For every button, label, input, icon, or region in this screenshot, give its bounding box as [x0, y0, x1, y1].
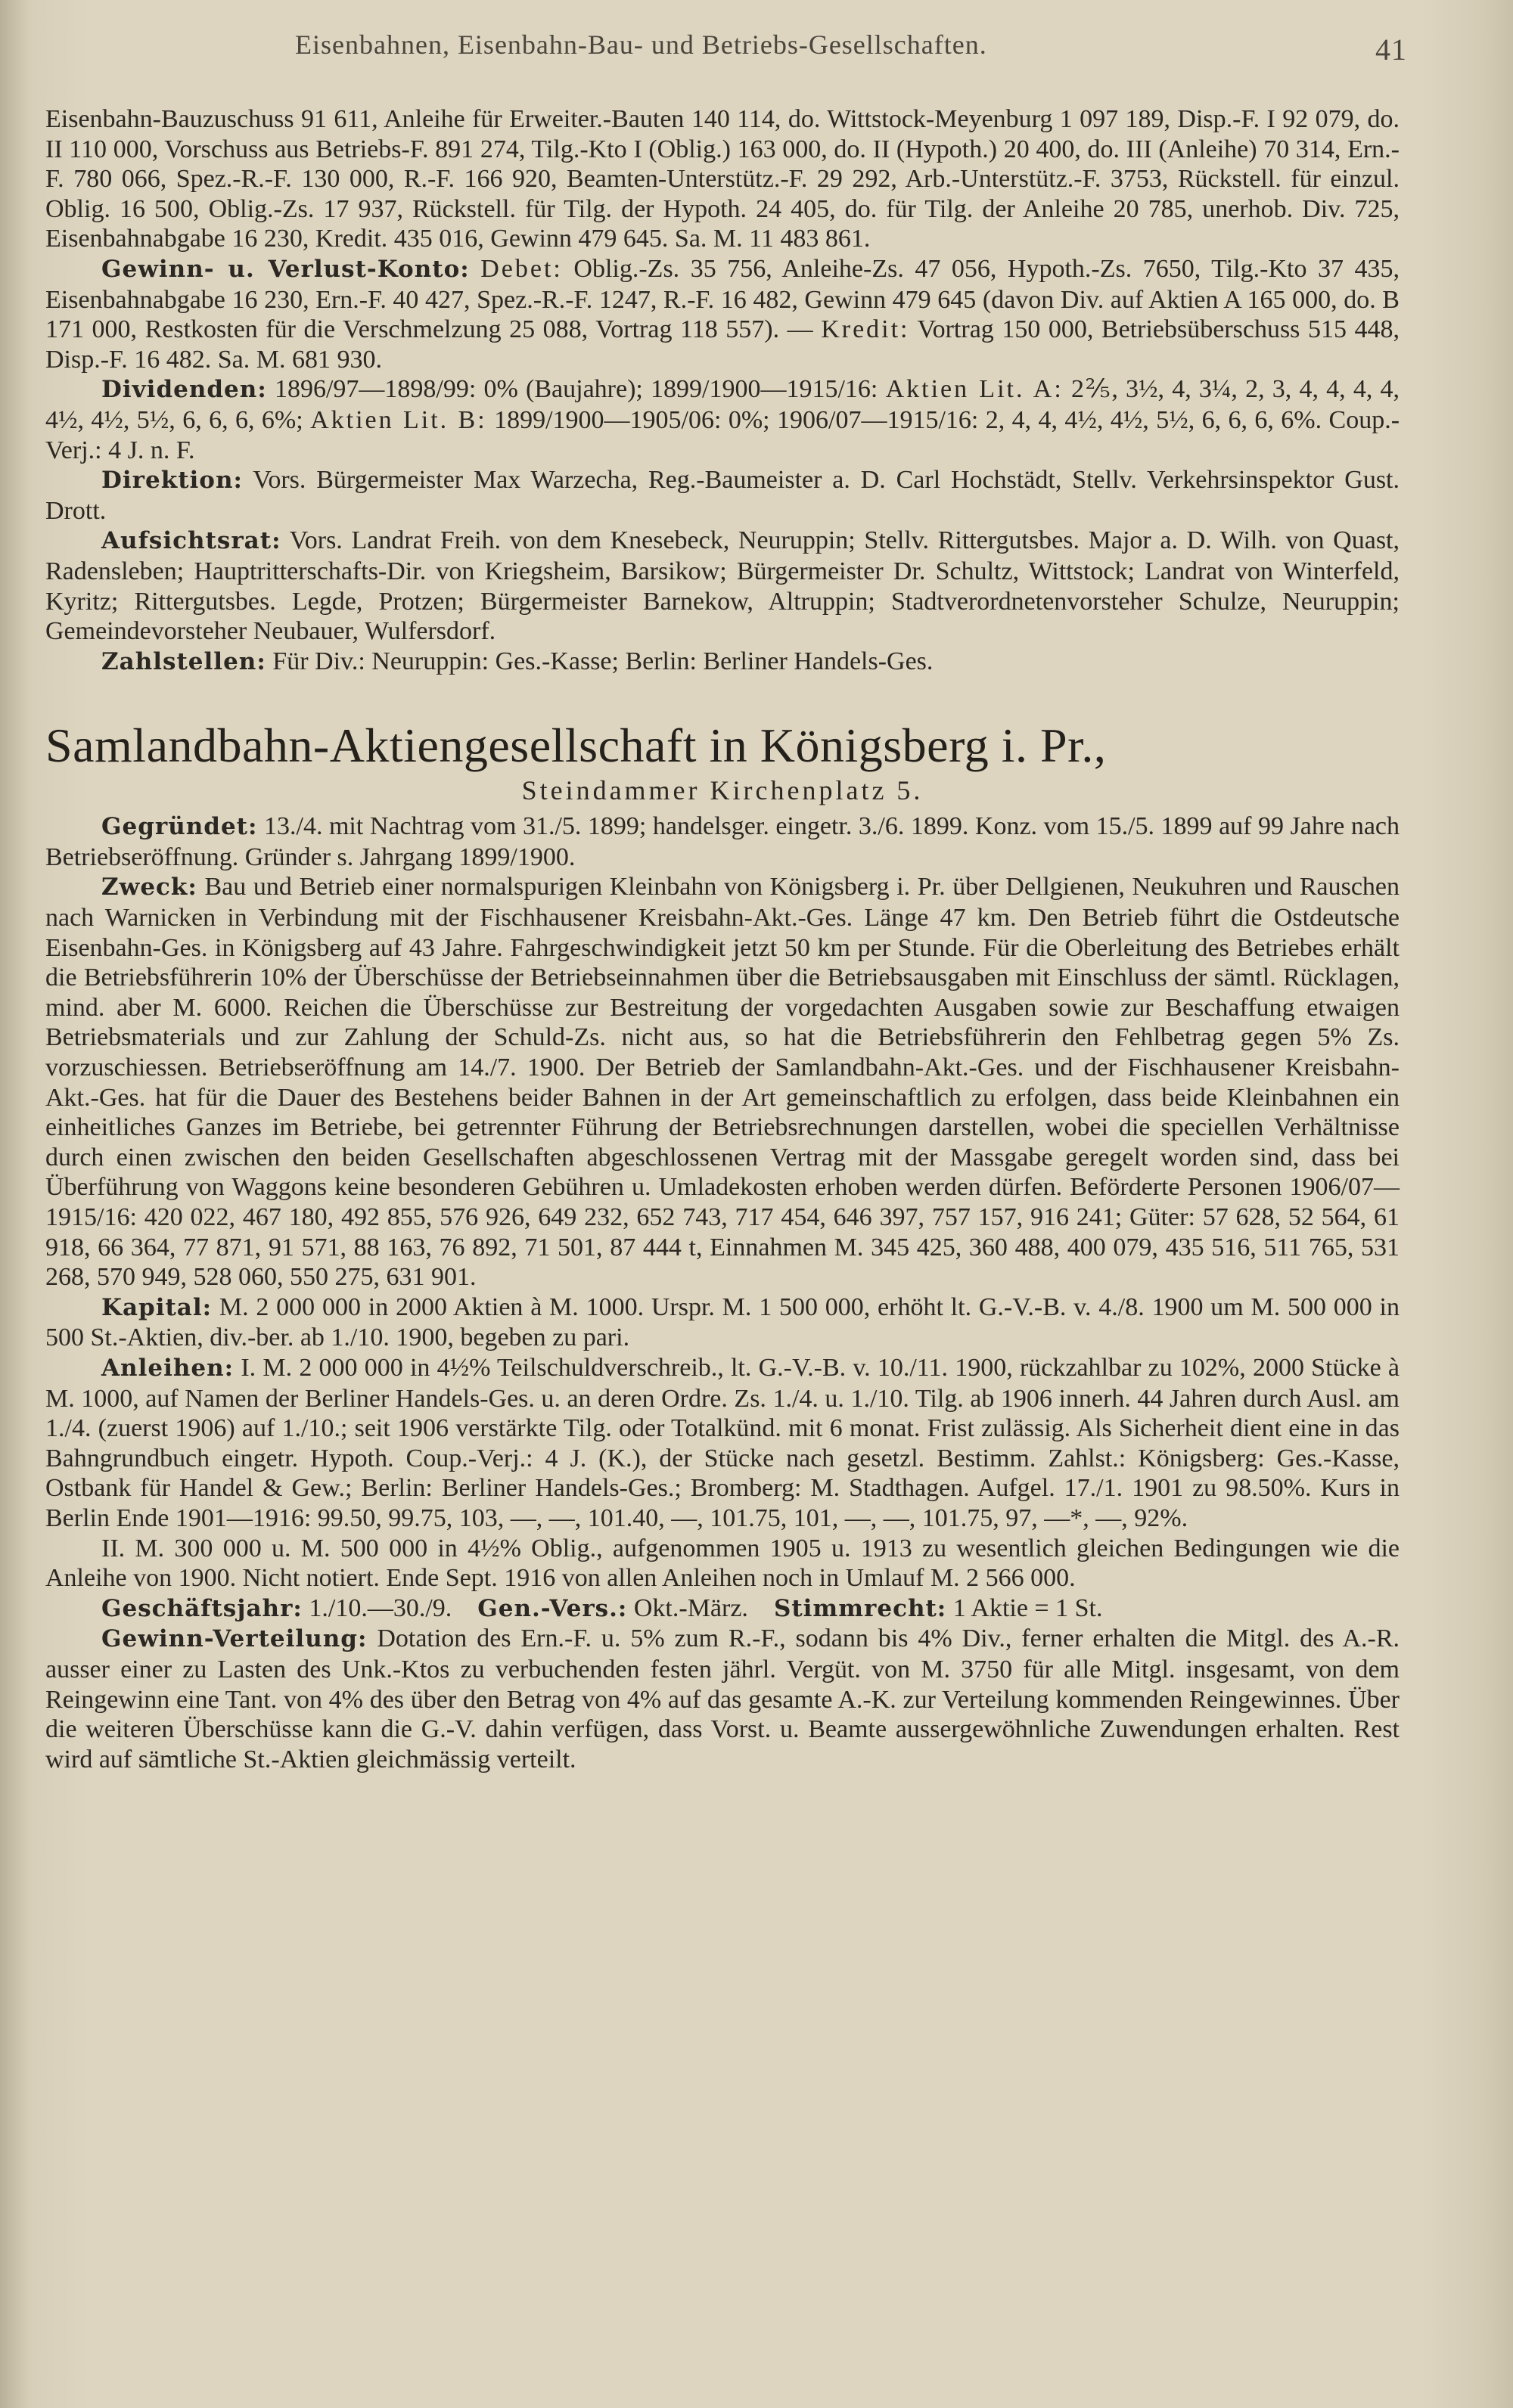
- dividends-text-2: 2⅖, 3½, 4, 3¼, 2, 3, 4, 4, 4, 4, 4½, 4½, 5½, 6, 6, 6, 6%;: [45, 375, 1400, 434]
- header-title: Eisenbahnen, Eisenbahn-Bau- und Betriebs-Gesellschaften.: [295, 29, 987, 60]
- gen-vers-text: Okt.-März.: [633, 1593, 748, 1622]
- zweck-label: Zweck:: [101, 874, 197, 901]
- debet-text: Oblig.-Zs. 35 756, Anleihe-Zs. 47 056, Hypoth.-Zs. 7650, Tilg.-Kto 37 435, Eisenbahnabgabe 16 230, Ern.-F. 40 427, Spez.-R.-F. 1247, R.-F. 16 482, Gewinn 479 645 (davon Div. auf Aktien A 165 000, do. B 171 000, Restkosten für die Verschmelzung 25 088, Vortrag 118 557). —: [45, 254, 1400, 344]
- zahlstellen-text: Für Div.: Neuruppin: Ges.-Kasse; Berlin: Berliner Handels-Ges.: [272, 647, 934, 675]
- page-number: 41: [1375, 33, 1407, 67]
- stimmrecht-label: Stimmrecht:: [773, 1594, 947, 1622]
- profit-loss-label: Gewinn- u. Verlust-Konto:: [101, 255, 470, 283]
- company-address: Steindammer Kirchenplatz 5.: [521, 775, 924, 806]
- aufsichtsrat: [45, 526, 1400, 646]
- direktion-text: Vors. Bürgermeister Max Warzecha, Reg.-Baumeister a. D. Carl Hochstädt, Stellv. Verkehrsinspektor Gust. Drott.: [45, 466, 1400, 525]
- anleihen: [45, 1353, 1400, 1534]
- gegruendet-label: Gegründet:: [101, 813, 258, 841]
- aktien-b-label: Aktien Lit. B:: [310, 405, 487, 434]
- zweck: [45, 872, 1400, 1292]
- dividends: [45, 374, 1400, 465]
- kredit-label: Kredit:: [821, 315, 910, 344]
- anleihen-label: Anleihen:: [101, 1354, 235, 1382]
- company-entry: [45, 811, 1400, 1774]
- zahlstellen: [45, 647, 1400, 678]
- dividends-text-1: 1896/97—1898/99: 0% (Baujahre); 1899/1900—1915/16:: [274, 375, 878, 404]
- gewinn-verteilung-label: Gewinn-Verteilung:: [101, 1625, 368, 1653]
- geschaeftsjahr-line: [45, 1593, 1400, 1624]
- debet-label: Debet:: [480, 254, 563, 283]
- gegruendet: [45, 811, 1400, 872]
- zweck-text: Bau und Betrieb einer normalspurigen Kleinbahn von Königsberg i. Pr. über Dellgienen, Neukuhren und Rauschen nach Warnicken in Verbindung mit der Fischhausener Kreisbahn-Akt.-Ges. Länge 47 km. Den Betrieb führt die Ostdeutsche Eisenbahn-Ges. in Königsberg auf 43 Jahre. Fahrgeschwindigkeit jetzt 50 km per Stunde. Für die Oberleitung des Betriebes erhält die Betriebsführerin 10% der Überschüsse der Betriebseinnahmen über die Betriebsausgaben mit Einschluss der sämtl. Rücklagen, mind. aber M. 6000. Reichen die Überschüsse zur Bestreitung der vorgedachten Ausgaben sowie zur Beschaffung etwaigen Betriebsmaterials und zur Zahlung der Schuld-Zs. nicht aus, so hat die Betriebsführerin den Fehlbetrag gegen 5% Zs. vorzuschiessen. Betriebseröffnung am 14./7. 1900. Der Betrieb der Samlandbahn-Akt.-Ges. und der Fischhausener Kreisbahn-Akt.-Ges. hat für die Dauer des Bestehens beider Bahnen in der Art gemeinschaftlich zu erfolgen, dass beide Kleinbahnen ein einheitliches Ganzes im Betriebe, bei getrennter Führung der Betriebsrechnungen darstellen, wobei die speciellen Verhältnisse durch einen zwischen den beiden Gesellschaften abgeschlossenen Vertrag mit der Massgabe geregelt worden sind, dass bei Überführung von Waggons keine besonderen Gebühren u. Umladekosten erhoben werden dürfen. Beförderte Personen 1906/07—1915/16: 420 022, 467 180, 492 855, 576 926, 649 232, 652 743, 717 454, 646 397, 757 157, 916 241; Güter: 57 628, 52 564, 61 918, 66 364, 77 871, 91 571, 88 163, 76 892, 71 501, 87 444 t, Einnahmen M. 345 425, 360 488, 400 079, 435 516, 511 765, 531 268, 570 949, 528 060, 550 275, 631 901.: [45, 873, 1400, 1292]
- direktion-label: Direktion:: [101, 467, 243, 495]
- direktion: [45, 465, 1400, 526]
- kredit-text: Vortrag 150 000, Betriebsüberschuss 515 448, Disp.-F. 16 482. Sa. M. 681 930.: [45, 315, 1400, 374]
- anleihen-text-1: I. M. 2 000 000 in 4½% Teilschuldverschreib., lt. G.-V.-B. v. 10./11. 1900, rückzahlbar zu 102%, 2000 Stücke à M. 1000, auf Namen der Berliner Handels-Ges. u. an deren Ordre. Zs. 1./4. u. 1./10. Tilg. ab 1906 innerh. 44 Jahren durch Ausl. am 1./4. (zuerst 1906) auf 1./10.; seit 1906 verstärkte Tilg. oder Totalkünd. mit 6 monat. Frist zulässig. Als Sicherheit dient eine in das Bahngrundbuch eingetr. Hypoth. Coup.-Verj.: 4 J. (K.), der Stücke nach gesetzl. Bestimm. Zahlst.: Königsberg: Ges.-Kasse, Ostbank für Handel & Gew.; Berlin: Berliner Handels-Ges.; Bromberg: M. Stadthagen. Aufgel. 17./1. 1901 zu 98.50%. Kurs in Berlin Ende 1901—1916: 99.50, 99.75, 103, —, —, 101.40, —, 101.75, 101, —, —, 101.75, 97, —*, —, 92%.: [45, 1353, 1400, 1532]
- gegruendet-text: 13./4. mit Nachtrag vom 31./5. 1899; handelsger. eingetr. 3./6. 1899. Konz. vom 15./5. 1899 auf 99 Jahre nach Betriebseröffnung. Gründer s. Jahrgang 1899/1900.: [45, 812, 1400, 871]
- stimmrecht-text: 1 Aktie = 1 St.: [952, 1593, 1103, 1622]
- geschaeftsjahr-text: 1./10.—30./9.: [309, 1593, 452, 1622]
- dividends-label: Dividenden:: [101, 376, 267, 404]
- anleihen-ii: II. M. 300 000 u. M. 500 000 in 4½% Oblig., aufgenommen 1905 u. 1913 zu wesentlich gleichen Bedingungen wie die Anleihe von 1900. Nicht notiert. Ende Sept. 1916 von allen Anleihen noch in Umlauf M. 2 566 000.: [45, 1534, 1400, 1593]
- gewinn-verteilung-text: Dotation des Ern.-F. u. 5% zum R.-F., sodann bis 4% Div., ferner erhalten die Mitgl. des A.-R. ausser einer zu Lasten des Unk.-Ktos zu verbuchenden festen jährl. Vergüt. von M. 3750 für alle Mitgl. insgesamt, von dem Reingewinn eine Tant. von 4% des über den Betrag von 4% auf das gesamte A.-K. zur Verteilung kommenden Reingewinnes. Über die weiteren Überschüsse kann die G.-V. dahin verfügen, dass Vorst. u. Beamte aussergewöhnliche Zuwendungen erhalten. Rest wird auf sämtliche St.-Aktien gleichmässig verteilt.: [45, 1624, 1400, 1773]
- kapital-text: M. 2 000 000 in 2000 Aktien à M. 1000. Urspr. M. 1 500 000, erhöht lt. G.-V.-B. v. 4./8. 1900 um M. 500 000 in 500 St.-Aktien, div.-ber. ab 1./10. 1900, begeben zu pari.: [45, 1292, 1400, 1352]
- running-header: [45, 23, 1407, 76]
- gewinn-verteilung: [45, 1624, 1400, 1774]
- zahlstellen-label: Zahlstellen:: [101, 647, 266, 675]
- kapital: [45, 1292, 1400, 1353]
- gen-vers-label: Gen.-Vers.:: [477, 1594, 628, 1622]
- aufsichtsrat-label: Aufsichtsrat:: [101, 527, 281, 555]
- previous-company-continuation: [45, 104, 1400, 677]
- profit-loss-account: [45, 254, 1400, 374]
- dividends-text-3: 1899/1900—1905/06: 0%; 1906/07—1915/16: 2, 4, 4, 4½, 4½, 5½, 6, 6, 6, 6%. Coup.-Verj.: 4 J. n. F.: [45, 405, 1400, 464]
- geschaeftsjahr-label: Geschäftsjahr:: [101, 1594, 303, 1622]
- balance-sheet-continuation: Eisenbahn-Bauzuschuss 91 611, Anleihe für Erweiter.-Bauten 140 114, do. Wittstock-Meyenburg 1 097 189, Disp.-F. I 92 079, do. II 110 000, Vorschuss aus Betriebs-F. 891 274, Tilg.-Kto I (Oblig.) 163 000, do. II (Hypoth.) 20 400, do. III (Anleihe) 70 314, Ern.-F. 780 066, Spez.-R.-F. 130 000, R.-F. 166 920, Beamten-Unterstütz.-F. 29 292, Arb.-Unterstütz.-F. 3753, Rückstell. für einzul. Oblig. 16 500, Oblig.-Zs. 17 937, Rückstell. für Tilg. der Hypoth. 24 405, do. für Tilg. der Anleihe 20 785, unerhob. Div. 725, Eisenbahnabgabe 16 230, Kredit. 435 016, Gewinn 479 645. Sa. M. 11 483 861.: [45, 105, 1400, 253]
- kapital-label: Kapital:: [101, 1293, 213, 1321]
- company-title: Samlandbahn-Aktiengesellschaft in Königsberg i. Pr.,: [45, 718, 1107, 773]
- aktien-a-label: Aktien Lit. A:: [885, 375, 1064, 404]
- aufsichtsrat-text: Vors. Landrat Freih. von dem Knesebeck, Neuruppin; Stellv. Rittergutsbes. Major a. D. Wilh. von Quast, Radensleben; Hauptritterschafts-Dir. von Kriegsheim, Barsikow; Bürgermeister Dr. Schultz, Wittstock; Landrat von Winterfeld, Kyritz; Rittergutsbes. Legde, Protzen; Bürgermeister Barnekow, Altruppin; Stadtverordnetenvorsteher Schulze, Neuruppin; Gemeindevorsteher Neubauer, Wulfersdorf.: [45, 526, 1400, 646]
